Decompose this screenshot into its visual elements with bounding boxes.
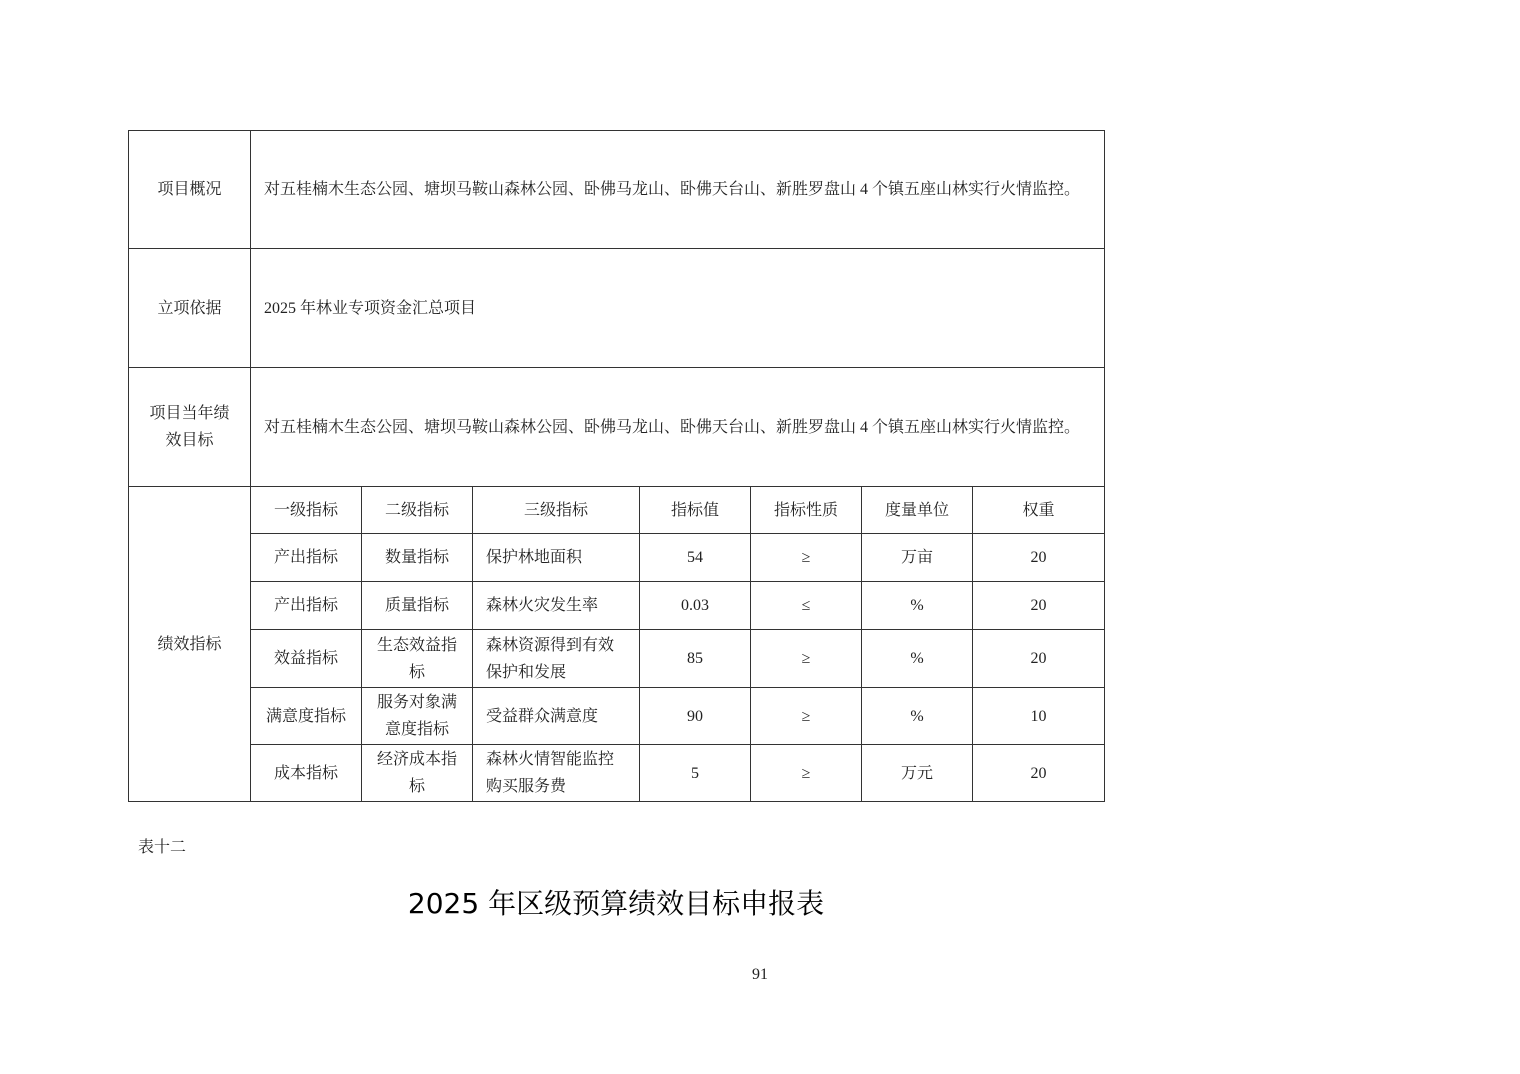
- cell-weight: 10: [973, 688, 1105, 745]
- page-number: 91: [752, 966, 768, 983]
- cell-level1: 成本指标: [251, 745, 362, 802]
- performance-table: [128, 130, 1105, 802]
- cell-nature: ≥: [751, 688, 862, 745]
- goal-text: 对五桂楠木生态公园、塘坝马鞍山森林公园、卧佛马龙山、卧佛天台山、新胜罗盘山 4 个镇五座山林实行火情监控。: [251, 368, 1105, 487]
- goal-row: [129, 368, 1105, 487]
- table-row: [129, 630, 1105, 688]
- cell-unit: 万元: [862, 745, 973, 802]
- basis-text: 2025 年林业专项资金汇总项目: [251, 249, 1105, 368]
- cell-level1: 产出指标: [251, 582, 362, 630]
- cell-unit: %: [862, 630, 973, 688]
- cell-value: 85: [640, 630, 751, 688]
- cell-level2: 数量指标: [362, 534, 473, 582]
- cell-value: 0.03: [640, 582, 751, 630]
- indicator-header-row: [129, 487, 1105, 534]
- cell-level1: 产出指标: [251, 534, 362, 582]
- cell-level1: 效益指标: [251, 630, 362, 688]
- indicators-label: 绩效指标: [129, 487, 251, 802]
- table-row: [129, 688, 1105, 745]
- header-value: 指标值: [640, 487, 751, 534]
- goal-label: 项目当年绩效目标: [129, 368, 251, 487]
- cell-level3: 森林火情智能监控购买服务费: [473, 745, 640, 802]
- header-weight: 权重: [973, 487, 1105, 534]
- header-level1: 一级指标: [251, 487, 362, 534]
- cell-level2: 质量指标: [362, 582, 473, 630]
- cell-nature: ≥: [751, 630, 862, 688]
- overview-label: 项目概况: [129, 131, 251, 249]
- page-title: 2025 年区级预算绩效目标申报表: [407, 887, 825, 920]
- table-row: [129, 534, 1105, 582]
- cell-level3: 森林资源得到有效保护和发展: [473, 630, 640, 688]
- cell-weight: 20: [973, 745, 1105, 802]
- header-unit: 度量单位: [862, 487, 973, 534]
- table-caption: 表十二: [138, 839, 187, 856]
- cell-value: 54: [640, 534, 751, 582]
- header-level2: 二级指标: [362, 487, 473, 534]
- cell-nature: ≤: [751, 582, 862, 630]
- cell-unit: %: [862, 582, 973, 630]
- cell-level3: 保护林地面积: [473, 534, 640, 582]
- cell-value: 5: [640, 745, 751, 802]
- cell-weight: 20: [973, 582, 1105, 630]
- cell-nature: ≥: [751, 745, 862, 802]
- basis-row: [129, 249, 1105, 368]
- cell-level2: 生态效益指标: [362, 630, 473, 688]
- cell-nature: ≥: [751, 534, 862, 582]
- cell-weight: 20: [973, 534, 1105, 582]
- cell-weight: 20: [973, 630, 1105, 688]
- header-level3: 三级指标: [473, 487, 640, 534]
- cell-level3: 森林火灾发生率: [473, 582, 640, 630]
- cell-level2: 服务对象满意度指标: [362, 688, 473, 745]
- table-row: [129, 745, 1105, 802]
- basis-label: 立项依据: [129, 249, 251, 368]
- table-row: [129, 582, 1105, 630]
- cell-level2: 经济成本指标: [362, 745, 473, 802]
- cell-level1: 满意度指标: [251, 688, 362, 745]
- cell-unit: %: [862, 688, 973, 745]
- cell-value: 90: [640, 688, 751, 745]
- cell-level3: 受益群众满意度: [473, 688, 640, 745]
- cell-unit: 万亩: [862, 534, 973, 582]
- overview-text: 对五桂楠木生态公园、塘坝马鞍山森林公园、卧佛马龙山、卧佛天台山、新胜罗盘山 4 个镇五座山林实行火情监控。: [251, 131, 1105, 249]
- overview-row: [129, 131, 1105, 249]
- header-nature: 指标性质: [751, 487, 862, 534]
